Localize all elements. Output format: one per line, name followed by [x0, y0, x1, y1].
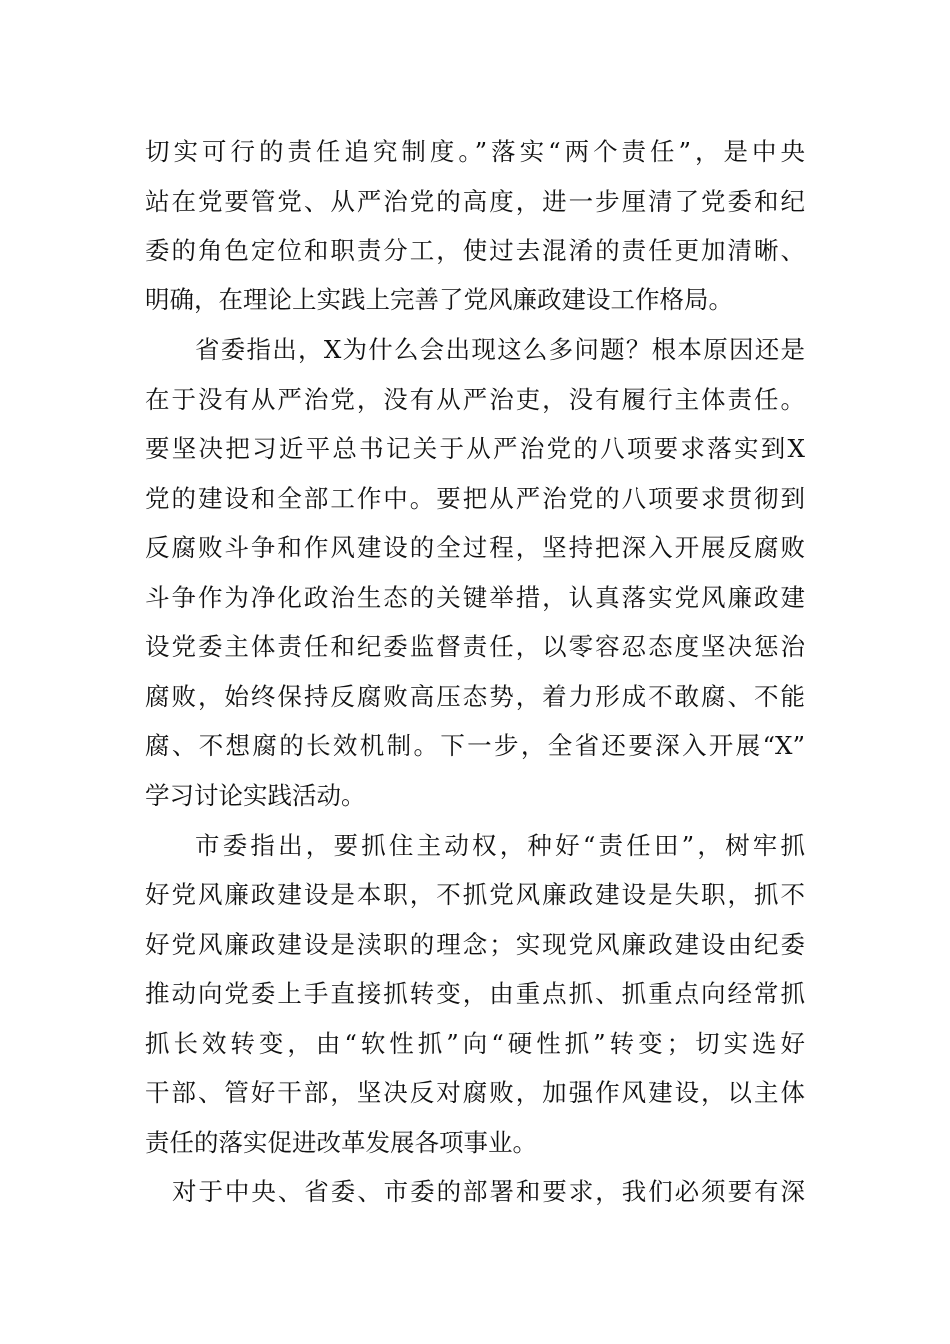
text-line: 在于没有从严治党，没有从严治吏，没有履行主体责任。	[145, 385, 805, 414]
text-line: 切实可行的责任追究制度。”落实“两个责任”，是中央	[145, 137, 805, 166]
text-line: 站在党要管党、从严治党的高度，进一步厘清了党委和纪	[145, 187, 805, 216]
text-line: 党的建设和全部工作中。要把从严治党的八项要求贯彻到	[145, 484, 805, 513]
text-line: 斗争作为净化政治生态的关键举措，认真落实党风廉政建	[145, 583, 805, 612]
paragraph-first-line: 对于中央、省委、市委的部署和要求，我们必须要有深	[172, 1177, 805, 1206]
text-line: 学习讨论实践活动。	[145, 781, 366, 810]
text-line: 干部、管好干部，坚决反对腐败，加强作风建设，以主体	[145, 1078, 805, 1107]
text-line: 腐败，始终保持反腐败高压态势，着力形成不敢腐、不能	[145, 682, 805, 711]
text-line: 反腐败斗争和作风建设的全过程，坚持把深入开展反腐败	[145, 533, 805, 562]
paragraph-first-line: 市委指出，要抓住主动权，种好“责任田”，树牢抓	[195, 831, 805, 860]
text-line: 明确，在理论上实践上完善了党风廉政建设工作格局。	[145, 285, 733, 314]
text-line: 设党委主体责任和纪委监督责任，以零容忍态度坚决惩治	[145, 632, 805, 661]
text-line: 要坚决把习近平总书记关于从严治党的八项要求落实到X	[145, 434, 805, 463]
text-line: 腐、不想腐的长效机制。下一步，全省还要深入开展“X”	[145, 731, 805, 760]
paragraph-first-line: 省委指出，X为什么会出现这么多问题？根本原因还是	[195, 335, 805, 364]
text-line: 委的角色定位和职责分工，使过去混淆的责任更加清晰、	[145, 236, 805, 265]
text-line: 推动向党委上手直接抓转变，由重点抓、抓重点向经常抓	[145, 979, 805, 1008]
text-line: 好党风廉政建设是渎职的理念；实现党风廉政建设由纪委	[145, 930, 805, 959]
text-line: 好党风廉政建设是本职，不抓党风廉政建设是失职，抓不	[145, 880, 805, 909]
text-line: 责任的落实促进改革发展各项事业。	[145, 1128, 537, 1157]
text-line: 抓长效转变，由“软性抓”向“硬性抓”转变；切实选好	[145, 1029, 805, 1058]
